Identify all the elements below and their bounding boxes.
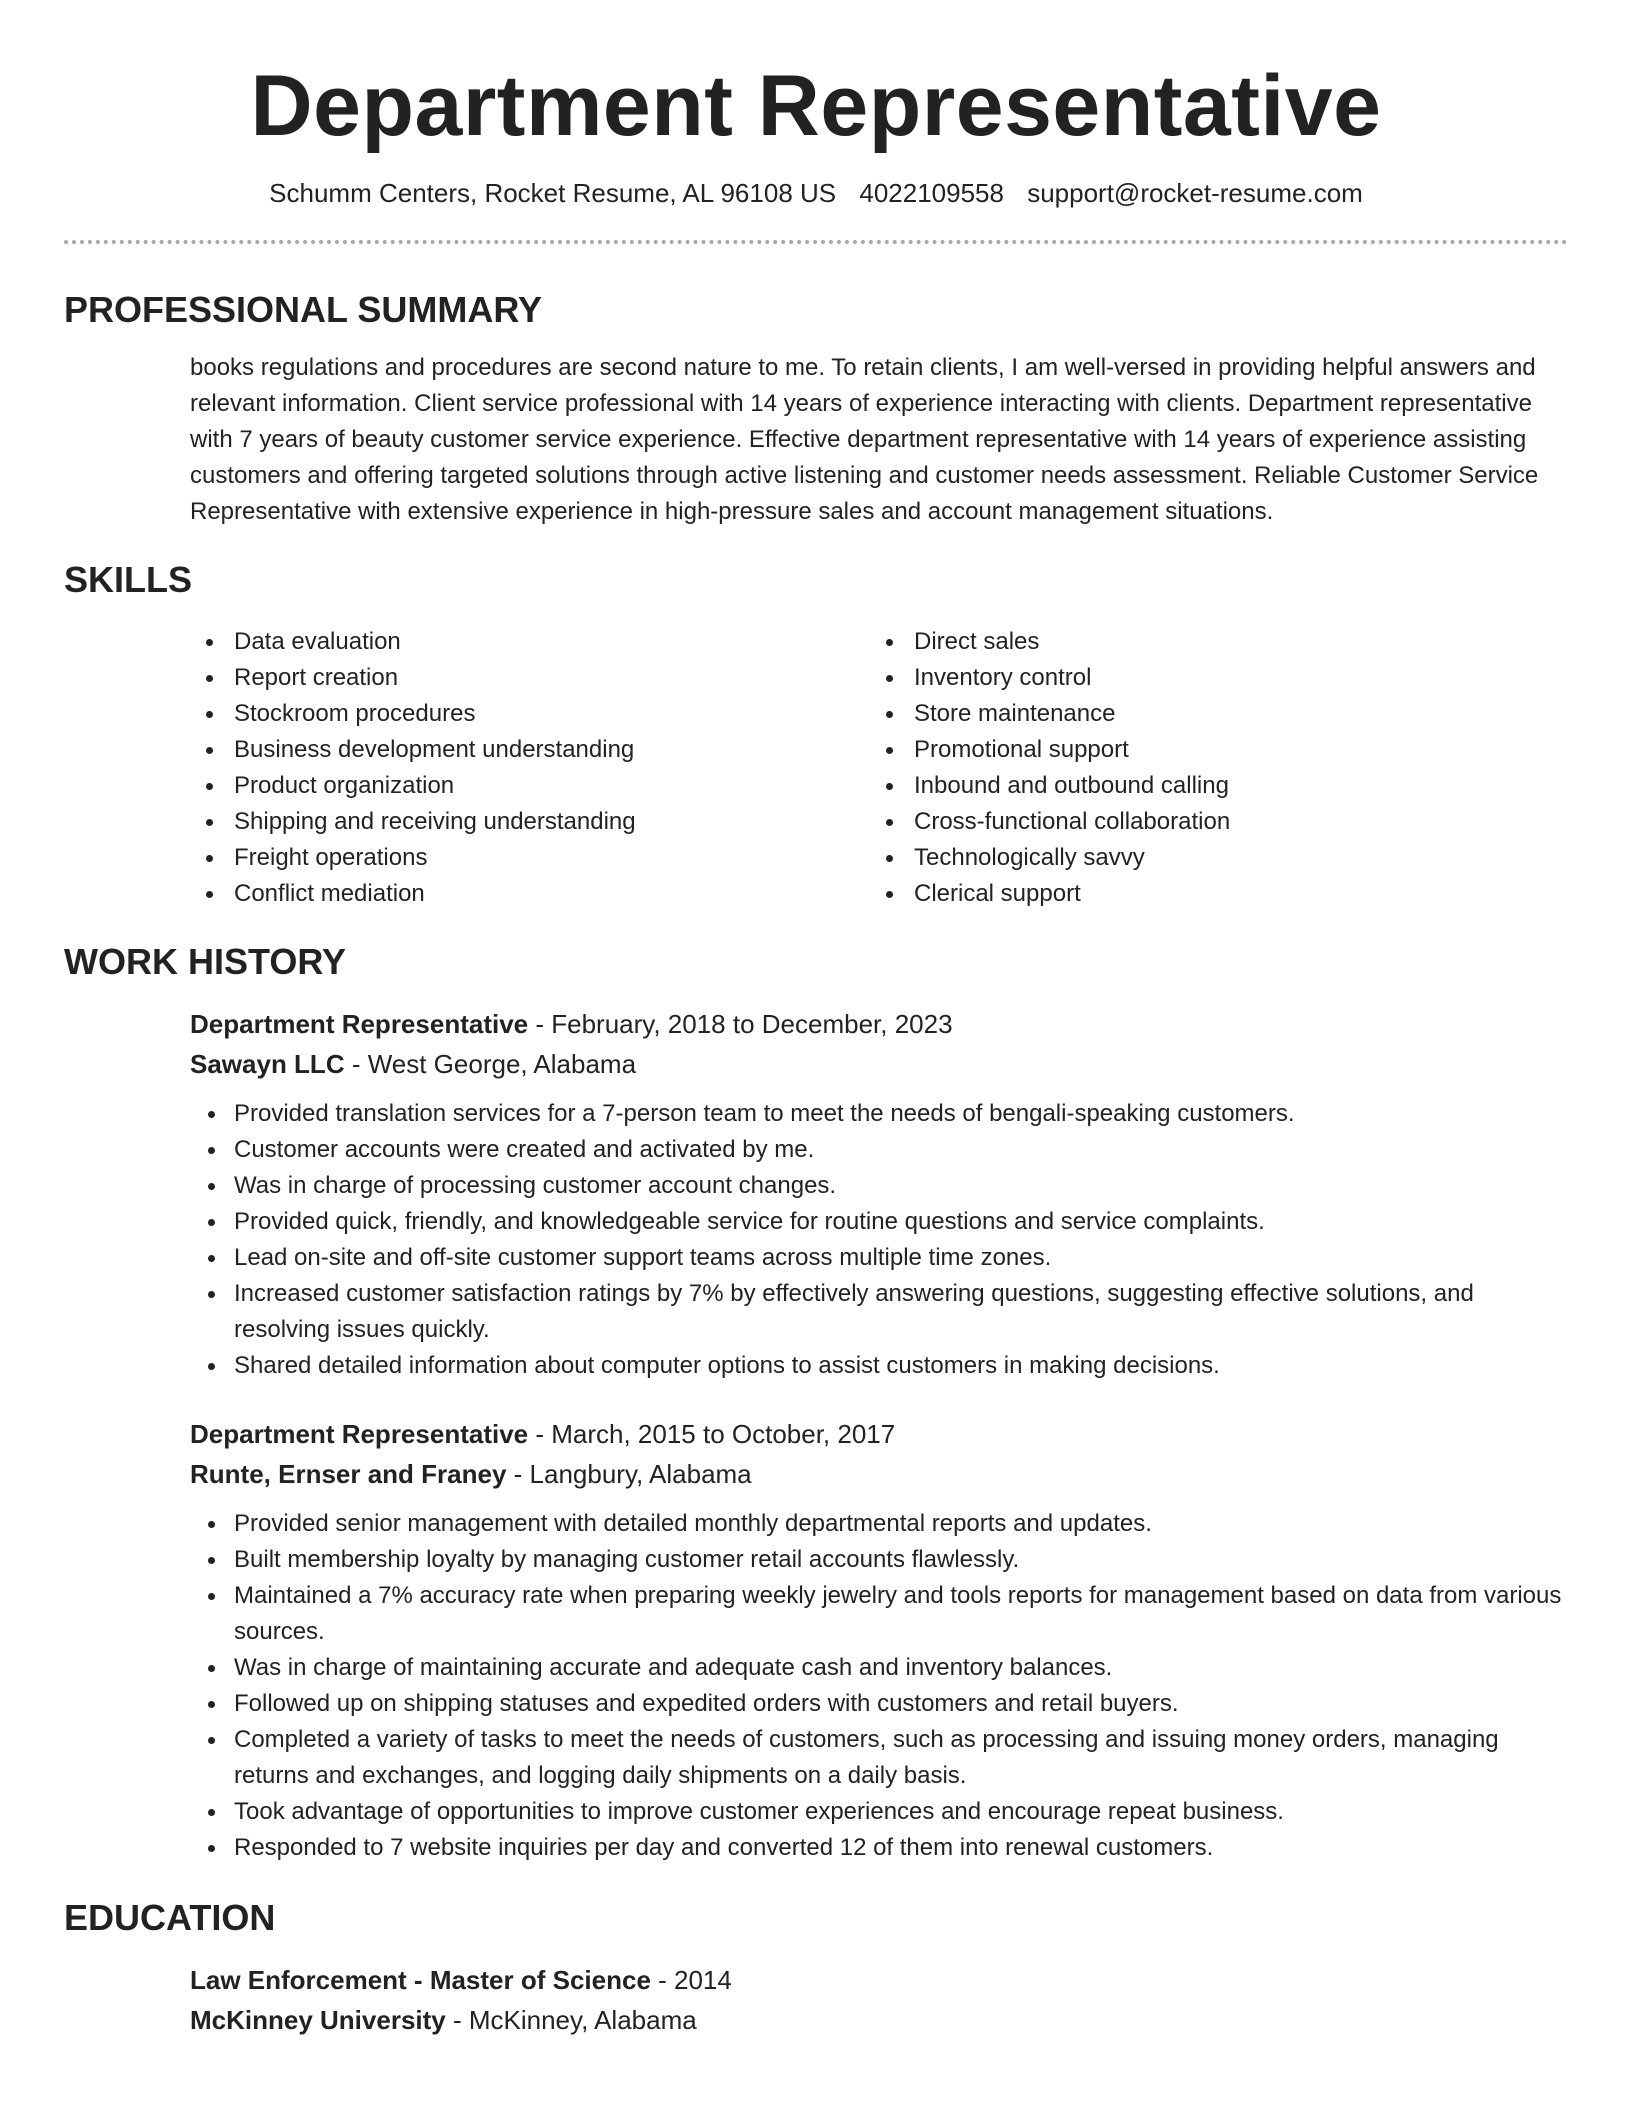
section-title-summary: PROFESSIONAL SUMMARY — [64, 289, 543, 330]
skill-item: Product organization — [190, 768, 870, 804]
skill-item: Cross-functional collaboration — [870, 804, 1550, 840]
job-title-line — [190, 1414, 1568, 1454]
summary-text: books regulations and procedures are second nature to me. To retain clients, I am well-versed in providing helpful answers and relevant information. Client service professional with 14 years of experience interacting with clients. Department representative with 7 years of beauty customer service experience. Effective department representative with 14 years of experience assisting customers and offering targeted solutions through active listening and customer needs assessment. Reliable Customer Service Representative with extensive experience in high-pressure sales and account management situations. — [190, 354, 1539, 525]
job-company: Runte, Ernser and Franey — [190, 1459, 507, 1489]
header-divider — [64, 240, 1568, 244]
section-title-work-history: WORK HISTORY — [64, 941, 347, 982]
job-dates: - February, 2018 to December, 2023 — [528, 1009, 953, 1039]
responsibility-item: Maintained a 7% accuracy rate when preparing weekly jewelry and tools reports for management based on data from various sources. — [234, 1578, 1568, 1650]
candidate-name: Department Representative — [250, 58, 1382, 154]
skills-column-right — [870, 624, 1550, 912]
job-entry — [190, 1414, 1568, 1866]
responsibility-item: Customer accounts were created and activated by me. — [234, 1132, 1568, 1168]
responsibility-item: Increased customer satisfaction ratings by 7% by effectively answering questions, suggesting effective solutions, and resolving issues quickly. — [234, 1276, 1568, 1348]
education-entry — [190, 1960, 1568, 2040]
skill-item: Business development understanding — [190, 732, 870, 768]
contact-address: Schumm Centers, Rocket Resume, AL 96108 US — [269, 178, 837, 208]
responsibility-item: Responded to 7 website inquiries per day and converted 12 of them into renewal customers. — [234, 1830, 1568, 1866]
education-school-line — [190, 2000, 1568, 2040]
job-entry — [190, 1004, 1568, 1384]
skill-item: Freight operations — [190, 840, 870, 876]
job-location: - West George, Alabama — [344, 1049, 637, 1079]
job-responsibilities — [190, 1096, 1568, 1384]
responsibility-item: Lead on-site and off-site customer support teams across multiple time zones. — [234, 1240, 1568, 1276]
education-year: - 2014 — [650, 1965, 732, 1995]
section-title-education: EDUCATION — [64, 1897, 276, 1938]
education-school: McKinney University — [190, 2005, 446, 2035]
skill-item: Conflict mediation — [190, 876, 870, 912]
job-position: Department Representative — [190, 1009, 529, 1039]
education-degree-line — [190, 1960, 1568, 2000]
skill-item: Direct sales — [870, 624, 1550, 660]
education-location: - McKinney, Alabama — [445, 2005, 697, 2035]
job-company-line — [190, 1454, 1568, 1494]
job-location: - Langbury, Alabama — [506, 1459, 752, 1489]
skills-grid — [190, 624, 1568, 912]
section-title-skills: SKILLS — [64, 559, 193, 600]
skill-item: Stockroom procedures — [190, 696, 870, 732]
responsibility-item: Provided translation services for a 7-person team to meet the needs of bengali-speaking customers. — [234, 1096, 1568, 1132]
responsibility-item: Was in charge of processing customer account changes. — [234, 1168, 1568, 1204]
responsibility-item: Shared detailed information about computer options to assist customers in making decisions. — [234, 1348, 1568, 1384]
job-dates: - March, 2015 to October, 2017 — [528, 1419, 896, 1449]
skill-item: Report creation — [190, 660, 870, 696]
responsibility-item: Built membership loyalty by managing customer retail accounts flawlessly. — [234, 1542, 1568, 1578]
skill-item: Promotional support — [870, 732, 1550, 768]
skills-column-left — [190, 624, 870, 912]
education-degree: Law Enforcement - Master of Science — [190, 1965, 651, 1995]
job-company: Sawayn LLC — [190, 1049, 345, 1079]
job-position: Department Representative — [190, 1419, 529, 1449]
responsibility-item: Took advantage of opportunities to improve customer experiences and encourage repeat business. — [234, 1794, 1568, 1830]
responsibility-item: Provided quick, friendly, and knowledgeable service for routine questions and service complaints. — [234, 1204, 1568, 1240]
contact-email[interactable]: support@rocket-resume.com — [1027, 178, 1363, 208]
skill-item: Technologically savvy — [870, 840, 1550, 876]
responsibility-item: Provided senior management with detailed monthly departmental reports and updates. — [234, 1506, 1568, 1542]
skill-item: Data evaluation — [190, 624, 870, 660]
contact-line — [64, 176, 1568, 210]
responsibility-item: Was in charge of maintaining accurate and adequate cash and inventory balances. — [234, 1650, 1568, 1686]
job-title-line — [190, 1004, 1568, 1044]
skill-item: Store maintenance — [870, 696, 1550, 732]
skill-item: Clerical support — [870, 876, 1550, 912]
responsibility-item: Followed up on shipping statuses and expedited orders with customers and retail buyers. — [234, 1686, 1568, 1722]
skill-item: Inventory control — [870, 660, 1550, 696]
job-responsibilities — [190, 1506, 1568, 1866]
job-company-line — [190, 1044, 1568, 1084]
responsibility-item: Completed a variety of tasks to meet the needs of customers, such as processing and issuing money orders, managing returns and exchanges, and logging daily shipments on a daily basis. — [234, 1722, 1568, 1794]
skill-item: Shipping and receiving understanding — [190, 804, 870, 840]
skill-item: Inbound and outbound calling — [870, 768, 1550, 804]
contact-phone: 4022109558 — [859, 178, 1004, 208]
